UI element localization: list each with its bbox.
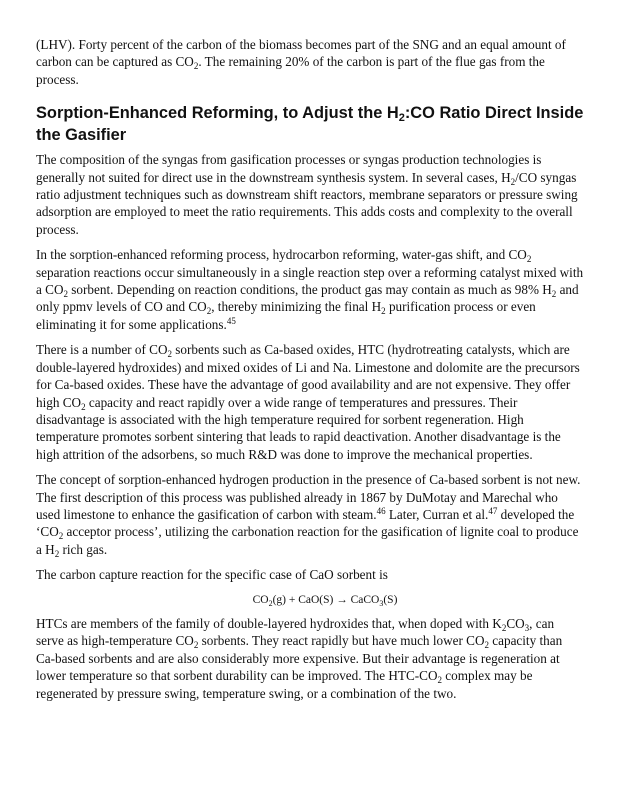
carbonation-equation: $CO_2(g) + CaO(S)$ → CaCO$_3$(S) [252,593,398,608]
reference-46: 46 [376,505,386,516]
paragraph-htc: HTCs are members of the family of double-layered hydroxides that, when doped with $K_2CO_3$, can serve as high-temperature $CO_2$ sorbents. They react rapidly but have much lower $CO_2$ capacity than Ca-based sorbents and are also considerably more expensive. But their advantage is regeneration at lower temperature so that sorbent durability can be improved. The HTC-$CO_2$ complex may be regenerated by pressure swing, temperature swing, or a combination of the two. [36,615,563,701]
reference-47: 47 [488,505,498,516]
paragraph-syngas-composition: The composition of the syngas from gasification processes or syngas production technologies is generally not suited for direct use in the downstream synthesis system. In several cases, $H_2/CO$ syngas ratio adjustment techniques such as downstream shift reactors, membrane separators or pressure swing adsorption are employed to meet the ratio requirements. This adds costs and complexity to the overall process. [36,152,578,237]
section-heading: Sorption-Enhanced Reforming, to Adjust the $H_2:CO$ Ratio Direct Inside the Gasifier [36,104,584,145]
reference-45: 45 [226,315,236,326]
document-page [36,36,584,710]
paragraph-history: The concept of sorption-enhanced hydrogen production in the presence of Ca-based sorbent is not new. The first description of this process was published already in 1867 by DuMotay and Marechal who used limestone to enhance the gasification of carbon with steam.$^{46}$ Later, Curran et al.$^{47}$ developed the ‘$CO_2$ acceptor process’, utilizing the carbonation reaction for the gasification of lignite coal to produce a $H_2$ rich gas. [36,472,581,559]
paragraph-sorbents: There is a number of $CO_2$ sorbents such as Ca-based oxides, HTC (hydrotreating catalysts, which are double-layered hydroxides) and mixed oxides of Li and Na. Limestone and dolomite are the precursors for Ca-based oxides. These have the advantage of good availability and are not expensive. They offer high $CO_2$ capacity and react rapidly over a wide range of temperatures and pressures. Their disadvantage is associated with the high temperature required for sorbent regeneration. High temperature promotes sorbent sintering that leads to rapid deactivation. Another disadvantage is the high attrition of the adsorbens, so much R&D was done to improve the mechanical properties. [36,342,580,462]
paragraph-reaction-intro: The carbon capture reaction for the specific case of CaO sorbent is [36,567,388,583]
intro-paragraph: (LHV). Forty percent of the carbon of the biomass becomes part of the SNG and an equal amount of carbon can be captured as $CO_2$. The remaining 20% of the carbon is part of the flue gas from the process. [36,37,566,87]
paragraph-sorption-process: In the sorption-enhanced reforming process, hydrocarbon reforming, water-gas shift, and $CO_2$ separation reactions occur simultaneously in a single reaction step over a reforming catalyst mixed with a $CO_2$ sorbent. Depending on reaction conditions, the product gas may contain as much as 98% $H_2$ and only ppmv levels of CO and $CO_2$, thereby minimizing the final $H_2$ purification process or even eliminating it for some applications.$^{45}$ [36,247,584,332]
